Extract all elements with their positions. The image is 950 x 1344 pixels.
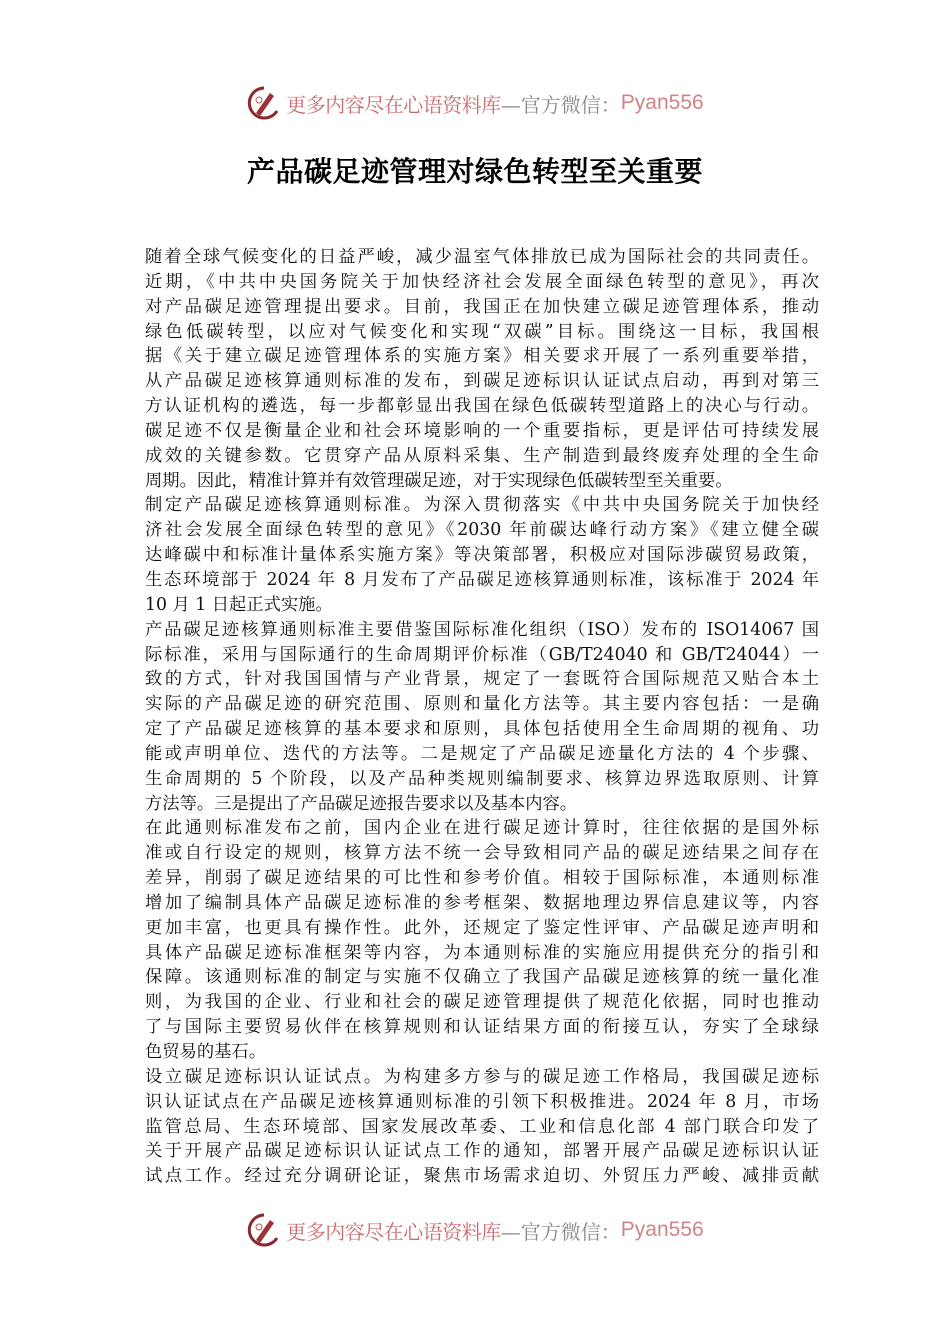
text-line: 成效的关键参数。它贯穿产品从原料采集、生产制造到最终废弃处理的全生命 [145, 445, 819, 466]
footer-watermark-banner [0, 1210, 950, 1250]
text-line: 生命周期的 5 个阶段，以及产品种类规则编制要求、核算边界选取原则、计算 [145, 768, 819, 789]
banner-separator: —官方微信： [500, 1219, 621, 1244]
paragraph [145, 245, 819, 493]
text-line: 方认证机构的遴选，每一步都彰显出我国在绿色低碳转型道路上的决心与行动。 [145, 396, 819, 417]
text-line: 保障。该通则标准的制定与实施不仅确立了我国产品碳足迹核算的统一量化准 [145, 967, 819, 988]
text-line: 近期，《中共中央国务院关于加快经济社会发展全面绿色转型的意见》，再次 [145, 271, 819, 292]
text-line: 致的方式，针对我国国情与产业背景，规定了一套既符合国际规范又贴合本土 [145, 669, 819, 690]
text-line: 实际的产品碳足迹的研究范围、原则和量化方法等。其主要内容包括：一是确 [145, 694, 819, 715]
banner-wechat-id: Pyan556 [620, 91, 704, 114]
text-line: 了与国际主要贸易伙伴在核算规则和认证结果方面的衔接互认，夯实了全球绿 [145, 1017, 819, 1038]
text-line: 具体产品碳足迹标准框架等内容，为本通则标准的实施应用提供充分的指引和 [145, 942, 819, 963]
text-line: 识认证试点在产品碳足迹核算通则标准的引领下积极推进。2024 年 8 月，市场 [145, 1091, 819, 1112]
pen-logo-icon [246, 85, 282, 121]
text-line: 从产品碳足迹核算通则标准的发布，到碳足迹标识认证试点启动，再到对第三 [145, 371, 819, 392]
text-line: 对产品碳足迹管理提出要求。目前，我国正在加快建立碳足迹管理体系，推动 [145, 296, 819, 317]
text-line: 更加丰富，也更具有操作性。此外，还规定了鉴定性评审、产品碳足迹声明和 [145, 917, 819, 938]
text-line: 随着全球气候变化的日益严峻，减少温室气体排放已成为国际社会的共同责任。 [145, 247, 819, 267]
text-line: 能或声明单位、迭代的方法等。二是规定了产品碳足迹量化方法的 4 个步骤、 [145, 743, 819, 764]
text-line: 绿色低碳转型，以应对气候变化和实现“双碳”目标。围绕这一目标，我国根 [145, 321, 819, 342]
text-line: 试点工作。经过充分调研论证，聚焦市场需求迫切、外贸压力严峻、减排贡献 [145, 1166, 819, 1187]
document-body [145, 245, 819, 1189]
text-line: 定了产品碳足迹核算的基本要求和原则，具体包括使用全生命周期的视角、功 [145, 719, 819, 740]
paragraph [145, 1065, 819, 1189]
document-title: 产品碳足迹管理对绿色转型至关重要 [246, 155, 703, 188]
text-line: 差异，削弱了碳足迹结果的可比性和参考价值。相较于国际标准，本通则标准 [145, 868, 819, 889]
paragraph [145, 816, 819, 1064]
text-line: 色贸易的基石。 [145, 1042, 266, 1062]
text-line: 际标准，采用与国际通行的生命周期评价标准（GB/T24040 和 GB/T24044）一 [145, 644, 819, 665]
banner-text: 更多内容尽在心语资料库 [286, 92, 501, 117]
paragraph [145, 493, 819, 617]
text-line: 达峰碳中和标准计量体系实施方案》等决策部署，积极应对国际涉碳贸易政策， [145, 545, 819, 566]
header-watermark-banner [0, 83, 950, 123]
text-line: 生态环境部于 2024 年 8 月发布了产品碳足迹核算通则标准，该标准于 2024 年 [145, 569, 819, 590]
text-line: 准或自行设定的规则，核算方法不统一会导致相同产品的碳足迹结果之间存在 [145, 843, 819, 864]
text-line: 产品碳足迹核算通则标准主要借鉴国际标准化组织（ISO）发布的 ISO14067 国 [145, 619, 819, 640]
text-line: 据《关于建立碳足迹管理体系的实施方案》相关要求开展了一系列重要举措， [145, 346, 819, 367]
text-line: 增加了编制具体产品碳足迹标准的参考框架、数据地理边界信息建议等，内容 [145, 892, 819, 913]
text-line: 则，为我国的企业、行业和社会的碳足迹管理提供了规范化依据，同时也推动 [145, 992, 819, 1013]
text-line: 碳足迹不仅是衡量企业和社会环境影响的一个重要指标，更是评估可持续发展 [145, 420, 819, 441]
paragraph [145, 618, 819, 817]
banner-wechat-id: Pyan556 [620, 1218, 704, 1241]
pen-logo-icon [246, 1212, 282, 1248]
text-line: 在此通则标准发布之前，国内企业在进行碳足迹计算时，往往依据的是国外标 [145, 818, 819, 839]
text-line: 周期。因此，精准计算并有效管理碳足迹，对于实现绿色低碳转型至关重要。 [145, 470, 733, 491]
text-line: 方法等。三是提出了产品碳足迹报告要求以及基本内容。 [145, 793, 578, 814]
text-line: 监管总局、生态环境部、国家发展改革委、工业和信息化部 4 部门联合印发了 [145, 1116, 819, 1137]
text-line: 制定产品碳足迹核算通则标准。为深入贯彻落实《中共中央国务院关于加快经 [145, 495, 819, 516]
banner-text: 更多内容尽在心语资料库 [286, 1219, 501, 1244]
banner-separator: —官方微信： [500, 92, 621, 117]
text-line: 10 月 1 日起正式实施。 [145, 594, 333, 615]
text-line: 济社会发展全面绿色转型的意见》《2030 年前碳达峰行动方案》《建立健全碳 [145, 520, 819, 541]
text-line: 关于开展产品碳足迹标识认证试点工作的通知，部署开展产品碳足迹标识认证 [145, 1141, 819, 1162]
text-line: 设立碳足迹标识认证试点。为构建多方参与的碳足迹工作格局，我国碳足迹标 [145, 1066, 819, 1087]
